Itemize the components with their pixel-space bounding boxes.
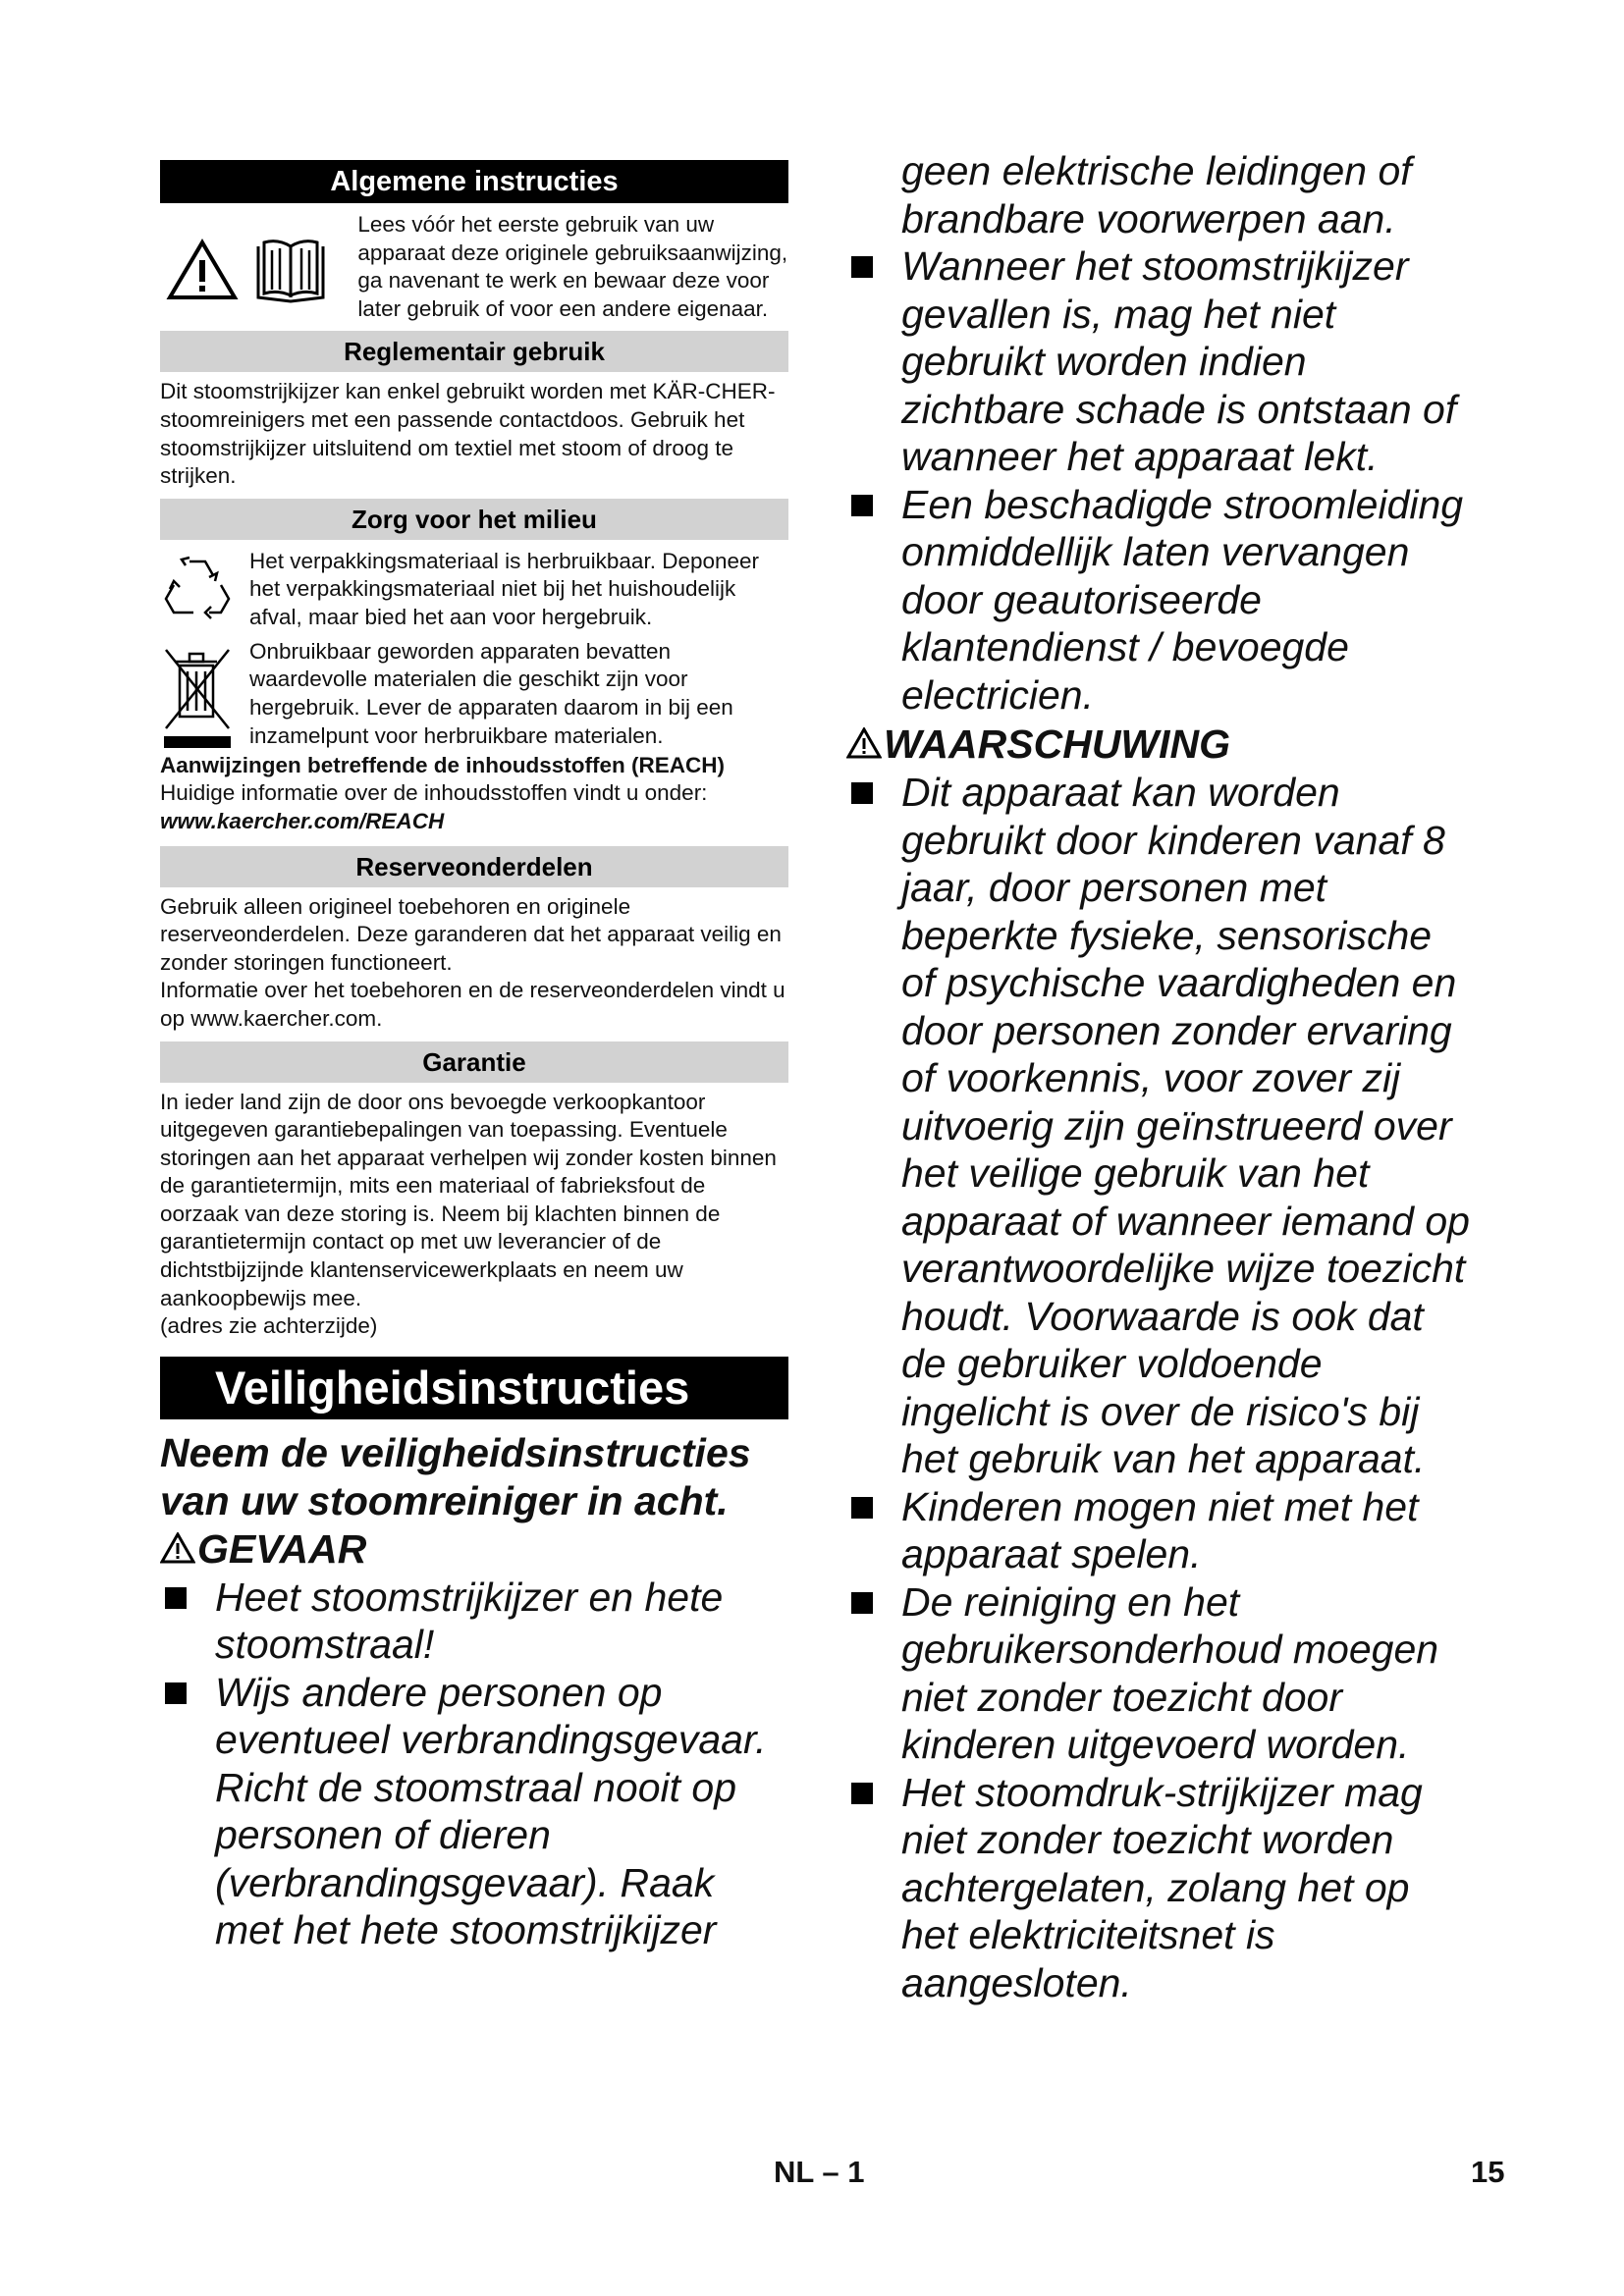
warning-label: WAARSCHUWING bbox=[884, 721, 1231, 767]
warning-triangle-icon bbox=[846, 727, 882, 759]
danger-item bbox=[160, 1574, 788, 1669]
warning-item-text: Wanneer het stoomstrijkijzer gevallen is, mag het niet gebruikt worden indien zichtbare schade is ontstaan of wanneer het apparaat lekt. bbox=[901, 243, 1457, 479]
warning-item-text: Het stoomdruk-strijkijzer mag niet zonder toezicht worden achtergelaten, zolang het op het elektriciteitsnet is aangesloten. bbox=[901, 1769, 1423, 2005]
bullet-square-icon bbox=[851, 1497, 873, 1519]
bullet-square-icon bbox=[165, 1587, 187, 1609]
continuation-text: geen elektrische leidingen of brandbare voorwerpen aan. bbox=[901, 148, 1412, 241]
warning-item-text: Kinderen mogen niet met het apparaat spelen. bbox=[901, 1483, 1419, 1576]
warning-item-text: Dit apparaat kan worden gebruikt door kinderen vanaf 8 jaar, door personen met beperkte fysieke, sensorische of psychische vaardigheden en door personen zonder ervaring of voorkennis, voor zover zij uitvoerig zijn geïnstrueerd over het veilige gebruik van het apparaat of wanneer iemand op verantwoordelijke wijze toezicht houdt. Voorwaarde is ook dat de gebruiker voldoende ingelicht is over de risico's bij het gebruik van het apparaat. bbox=[901, 770, 1470, 1481]
danger-item-text: Wijs andere personen op eventueel verbrandingsgevaar. Richt de stoomstraal nooit op personen of dieren (verbrandingsgevaar). Raak met het hete stoomstrijkijzer bbox=[215, 1669, 767, 1953]
warning-item bbox=[846, 1578, 1475, 1769]
danger-item bbox=[160, 1669, 788, 1954]
bullet-square-icon bbox=[851, 256, 873, 278]
reach-link[interactable]: www.kaercher.com/REACH bbox=[160, 808, 445, 833]
warning-item bbox=[846, 481, 1475, 720]
warning-item bbox=[846, 1483, 1475, 1578]
general-block bbox=[160, 211, 788, 323]
parts-text-1: Gebruik alleen origineel toebehoren en originele reserveonderdelen. Deze garanderen dat het apparaat veilig en zonder storingen functioneert. bbox=[160, 893, 782, 975]
warning-item-text: De reiniging en het gebruikersonderhoud moegen niet zonder toezicht door kinderen uitgevoerd worden. bbox=[901, 1578, 1439, 1767]
packaging-paragraph bbox=[160, 548, 788, 634]
danger-item-text: Heet stoomstrijkijzer en hete stoomstraal! bbox=[215, 1574, 724, 1668]
warranty-text-1: In ieder land zijn de door ons bevoegde verkoopkantoor uitgegeven garantiebepalingen van toepassing. Eventuele storingen aan het apparaat verhelpen wij zonder kosten binnen de garantietermijn, mits een materiaal of fabrieksfout de oorzaak van deze storing is. Neem bij klachten binnen de garantietermijn contact op met uw leverancier of de dichtstbijzijnde klantenservicewerkplaats en neem uw aankoopbewijs mee. bbox=[160, 1089, 777, 1310]
warning-item bbox=[846, 242, 1475, 481]
manual-book-icon bbox=[252, 237, 329, 303]
general-icons bbox=[160, 211, 357, 303]
footer-section-label: NL – 1 bbox=[774, 2155, 865, 2189]
bullet-square-icon bbox=[851, 782, 873, 804]
warning-item bbox=[846, 1769, 1475, 2007]
right-column bbox=[846, 147, 1475, 2006]
bullet-square-icon bbox=[851, 495, 873, 516]
usage-text: Dit stoomstrijkijzer kan enkel gebruikt worden met KÄR-CHER-stoomreinigers met een passende contactdoos. Gebruik het stoomstrijkijzer uitsluitend om textiel met stoom of droog te strijken. bbox=[160, 379, 776, 489]
bullet-square-icon bbox=[165, 1682, 187, 1704]
recycle-icon bbox=[160, 552, 235, 634]
section-title-environment: Zorg voor het milieu bbox=[160, 499, 788, 540]
section-title-general: Algemene instructies bbox=[160, 160, 788, 203]
parts-text-2: Informatie over het toebehoren en de reserveonderdelen vindt u op www.kaercher.com. bbox=[160, 978, 785, 1031]
danger-triangle-icon bbox=[160, 1532, 195, 1564]
section-title-usage: Reglementair gebruik bbox=[160, 331, 788, 372]
warning-heading bbox=[846, 721, 1475, 769]
section-title-parts: Reserveonderdelen bbox=[160, 846, 788, 887]
reach-heading: Aanwijzingen betreffende de inhoudsstoffen (REACH) bbox=[160, 752, 726, 777]
safety-intro: Neem de veiligheidsinstructies van uw stoomreiniger in acht. bbox=[160, 1429, 751, 1523]
danger-label: GEVAAR bbox=[197, 1525, 367, 1572]
reach-text: Huidige informatie over de inhoudsstoffen vindt u onder: bbox=[160, 780, 708, 806]
crossed-bin-icon bbox=[160, 644, 235, 752]
warning-item-text: Een beschadigde stroomleiding onmiddellijk laten vervangen door geautoriseerde klantendienst / bevoegde electricien. bbox=[901, 481, 1464, 718]
section-title-warranty: Garantie bbox=[160, 1041, 788, 1083]
disposal-paragraph bbox=[160, 638, 788, 752]
warning-item bbox=[846, 769, 1475, 1483]
safety-title: Veiligheidsinstructies bbox=[160, 1357, 788, 1419]
bullet-square-icon bbox=[851, 1783, 873, 1804]
bullet-square-icon bbox=[851, 1592, 873, 1614]
warranty-text-2: (adres zie achterzijde) bbox=[160, 1313, 378, 1339]
general-text: Lees vóór het eerste gebruik van uw apparaat deze originele gebruiksaanwijzing, ga navenant te werk en bewaar deze voor later gebruik of voor een andere eigenaar. bbox=[357, 212, 788, 321]
warning-triangle-icon bbox=[166, 239, 239, 301]
left-column bbox=[160, 160, 788, 1954]
disposal-text: Onbruikbaar geworden apparaten bevatten waardevolle materialen die geschikt zijn voor hergebruik. Lever de apparaten daarom in bij een inzamelpunt voor herbruikbare materialen. bbox=[249, 638, 733, 748]
footer-page-number: 15 bbox=[1471, 2155, 1505, 2189]
packaging-text: Het verpakkingsmateriaal is herbruikbaar. Deponeer het verpakkingsmateriaal niet bij het huishoudelijk afval, maar bied het aan voor hergebruik. bbox=[249, 548, 760, 629]
danger-heading bbox=[160, 1525, 788, 1574]
